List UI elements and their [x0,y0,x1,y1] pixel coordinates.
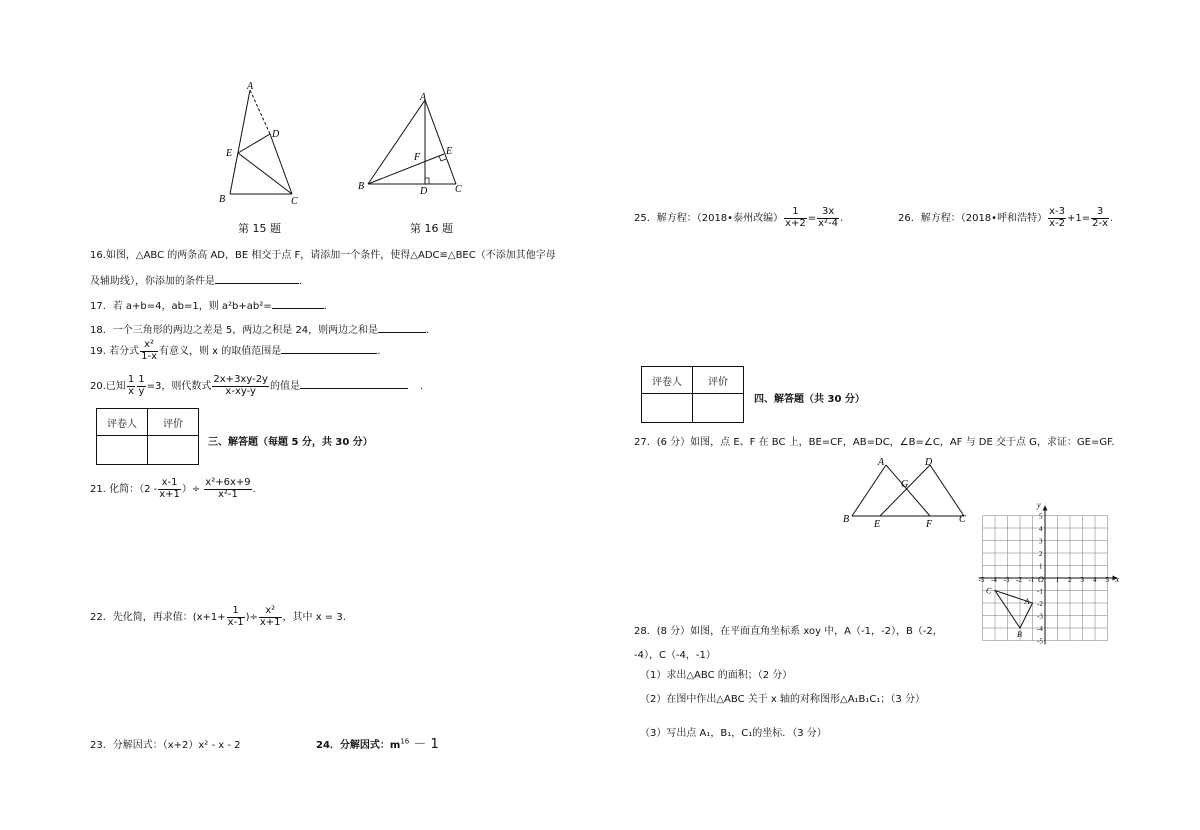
q26-fraction-2: $\frac{3}{2-x}$ [1092,206,1108,229]
q24-prefix: 24．分解因式：m [316,740,401,751]
q19-prefix: 19. 若分式 [90,346,140,357]
fig16-label-a: A [420,92,427,103]
fig27-label-d: D [925,457,933,468]
q18-end: . [426,325,430,336]
x-axis-label: x [1115,575,1120,584]
q25-fraction-2: $\frac{3x}{\text{x²-4}}$ [818,206,839,229]
question-26 [898,207,1113,229]
fig16-label-e: E [446,146,453,157]
fig15-label-d: D [272,129,280,140]
fig16-label-b: B [358,181,365,192]
score-table-left-header-grader: 评卷人 [97,409,148,436]
q21-end: . [252,484,256,495]
q21-fraction-1: $\frac{x-1}{x+1}$ [159,477,180,500]
q20-mid: =3，则代数式 [146,381,212,392]
fig27-label-a: A [878,457,885,468]
fig15-label-c: C [291,196,298,207]
q22-suffix: ，其中 x = 3. [282,612,346,623]
fig27-label-b: B [843,514,850,525]
x-tick-label: -3 [1003,576,1010,584]
q20-fraction-3: $\frac{2x+3xy-2y}{x-xy-y}$ [213,374,268,397]
question-25 [634,207,843,229]
question-16-line2 [90,272,302,287]
q18-answer-blank[interactable] [378,323,426,333]
q16-end: . [299,276,303,287]
x-tick-label: 1 [1055,576,1059,584]
question-28-line2: -4），C（-4，-1） [634,650,716,661]
q25-eq: = [807,213,817,224]
q22-fraction-1: $\frac{1}{x-1}$ [227,605,244,628]
q20-fraction-2: $\frac{1}{y}$ [138,374,145,397]
q16-text: 及辅助线），你添加的条件是 [90,276,215,287]
point-label-b: B [1017,630,1022,639]
fig27-label-g: G [901,479,909,490]
score-table-left-header-eval: 评价 [148,409,199,436]
q17-answer-blank[interactable] [272,299,324,309]
score-table-right [641,366,744,423]
y-tick-label: -5 [1037,637,1043,646]
q16-answer-blank[interactable] [215,274,299,284]
q24-exponent: 16 [400,737,410,746]
q18-text: 18．一个三角形的两边之差是 5，两边之积是 24，则两边之和是 [90,325,379,336]
x-tick-label: -1 [1028,576,1035,584]
figure-16 [350,88,475,200]
question-28-part2: （2）在图中作出△ABC 关于 x 轴的对称图形△A₁B₁C₁；（3 分） [640,694,925,705]
q19-end: . [377,346,381,357]
coordinate-grid-28 [975,490,1135,650]
question-27: 27．(6 分）如图，点 E、F 在 BC 上，BE=CF，AB=DC，∠B=∠C，AF 与 DE 交于点 G，求证：GE=GF. [634,437,1115,448]
figure-15 [210,80,310,208]
score-table-left-cell-grader[interactable] [97,436,148,465]
score-table-right-header-grader: 评卷人 [642,367,693,394]
section-3-title: 三、解答题（每题 5 分，共 30 分） [208,437,373,448]
q26-fraction-1: $\frac{x-3}{x-2}$ [1049,206,1065,229]
q20-prefix: 20.已知 [90,381,126,392]
x-tick-label: 5 [1105,576,1109,584]
y-axis-arrow [1043,506,1048,511]
q25-prefix: 25．解方程：（2018•泰州改编） [634,213,784,224]
q21-prefix: 21. 化简：（2 - [90,484,158,495]
question-21 [90,478,256,500]
x-tick-label: -4 [991,576,997,584]
y-tick-label: 5 [1039,512,1043,521]
q19-fraction: $\frac{\text{x²}}{1-x}$ [141,339,157,362]
x-tick-label: 2 [1068,576,1072,584]
y-tick-label: -1 [1037,587,1043,596]
question-18 [90,321,429,336]
score-table-right-cell-eval[interactable] [693,394,744,423]
question-28-part3: （3）写出点 A₁，B₁，C₁的坐标．（3 分） [640,728,827,739]
fig27-label-c: C [959,514,966,525]
fig15-label-a: A [247,81,254,92]
q19-suffix: 有意义，则 x 的取值范围是 [158,346,282,357]
question-28-line1: 28．(8 分）如图，在平面直角坐标系 xoy 中，A（-1，-2），B（-2， [634,626,943,637]
x-tick-label: 4 [1093,576,1097,584]
y-tick-label: 1 [1039,562,1043,571]
origin-label: O [1038,575,1044,584]
fig16-label-c: C [455,184,462,195]
figure-27 [840,452,975,530]
fig15-label-e: E [226,148,233,159]
x-tick-label: -5 [978,576,985,584]
score-table-right-header-eval: 评价 [693,367,744,394]
q17-text: 17．若 a+b=4，ab=1，则 a²b+ab²= [90,301,272,312]
fig27-label-e: E [874,519,881,530]
fig16-caption: 第 16 题 [410,222,453,235]
score-table-right-cell-grader[interactable] [642,394,693,423]
y-tick-label: -2 [1037,600,1043,608]
q19-answer-blank[interactable] [281,344,377,354]
q24-suffix: － 1 [409,737,439,752]
q26-end: . [1109,213,1114,224]
q22-prefix: 22．先化简，再求值：(x+1+ [90,612,226,623]
q22-fraction-2: $\frac{\text{x²}}{x+1}$ [259,605,281,628]
fig27-label-f: F [926,519,933,530]
y-tick-label: -4 [1037,625,1043,633]
fig15-caption: 第 15 题 [238,222,281,235]
y-tick-label: -3 [1037,612,1043,621]
q25-fraction-1: $\frac{1}{x+2}$ [785,206,806,229]
q22-mid: )÷ [245,612,258,623]
question-20 [90,375,423,397]
question-16-line1: 16.如图，△ABC 的两条高 AD，BE 相交于点 F，请添加一个条件，使得△ADC≌△BEC（不添加其他字母 [90,250,556,261]
q26-mid: +1= [1066,213,1091,224]
q20-suffix: 的值是 [269,381,300,392]
q26-prefix: 26．解方程：（2018•呼和浩特） [898,213,1048,224]
x-tick-label: -2 [1016,576,1022,584]
fig15-label-b: B [219,194,226,205]
point-label-c: C [986,586,992,596]
y-tick-label: 2 [1039,550,1043,558]
q20-answer-blank[interactable] [300,379,408,389]
q25-end: . [840,213,844,224]
q20-fraction-1: $\frac{1}{x}$ [127,374,135,397]
q20-end: . [419,381,424,392]
score-table-left-cell-eval[interactable] [148,436,199,465]
question-19 [90,340,380,362]
y-tick-label: 3 [1039,537,1043,546]
x-tick-label: 3 [1080,576,1084,584]
fig16-label-d: D [420,186,428,197]
question-23: 23．分解因式：（x+2）x² - x - 2 [90,740,241,751]
fig16-label-f: F [414,152,421,163]
question-22 [90,606,346,628]
y-tick-label: 4 [1039,525,1043,533]
y-axis-label: y [1037,500,1041,510]
question-17 [90,297,327,312]
section-4-title: 四、解答题（共 30 分） [754,394,865,405]
question-28-part1: （1）求出△ABC 的面积；（2 分） [640,670,793,681]
point-label-a: A [1024,597,1030,606]
question-24 [316,733,439,752]
q21-mid: ）÷ [181,484,201,495]
q21-fraction-2: $\frac{\text{x²+6x+9}}{\text{x²-1}}$ [205,477,251,500]
q17-end: . [323,301,327,312]
score-table-left [96,408,199,465]
